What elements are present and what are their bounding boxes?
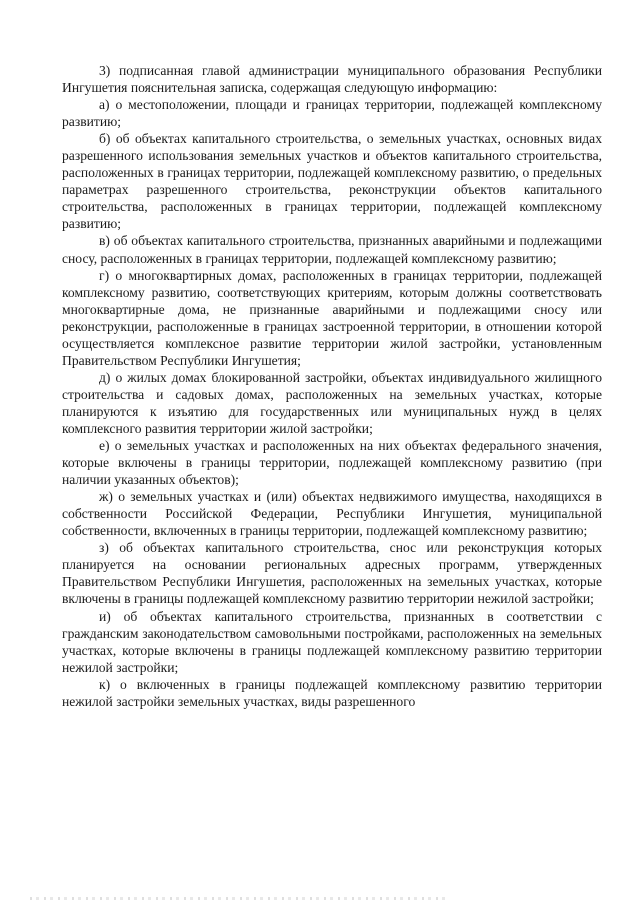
paragraph-e-federal-objects: е) о земельных участках и расположенных на них объектах федерального значения, которые включены в границы территории, подлежащей комплексному развитию (при наличии указанных объектов); xyxy=(62,438,602,488)
paragraph-z-demolition-programs: з) об объектах капитального строительства, снос или реконструкция которых планируется на основании региональных адресных программ, утвержденных Правительством Республики Ингушетия, расположенных на земельных участках, которые включены в границы подлежащей комплексному развитию территории нежилой застройки; xyxy=(62,540,602,607)
scan-artifact-line xyxy=(30,897,450,900)
paragraph-b-capital-objects: б) об объектах капитального строительства, о земельных участках, основных видах разрешенного использования земельных участков и объектов капитального строительства, расположенных в границах территории, подлежащей комплексному развитию, о предельных параметрах разрешенного строительства, реконструкции объектов капитального строительства, расположенных в границах территории, подлежащей комплексному развитию; xyxy=(62,131,602,232)
paragraph-v-emergency-objects: в) об объектах капитального строительства, признанных аварийными и подлежащими сносу, расположенных в границах территории, подлежащей комплексному развитию; xyxy=(62,233,602,266)
paragraph-k-land-plots: к) о включенных в границы подлежащей комплексному развитию территории нежилой застройки земельных участках, виды разрешенного xyxy=(62,676,602,709)
paragraph-a-location: а) о местоположении, площади и границах территории, подлежащей комплексному развитию; xyxy=(62,97,602,130)
document-body xyxy=(62,62,602,710)
paragraph-i-unauthorized-buildings: и) об объектах капитального строительства, признанных в соответствии с гражданским законодательством самовольными постройками, расположенных на земельных участках, которые включены в границы подлежащей комплексному развитию территории нежилой застройки; xyxy=(62,608,602,675)
paragraph-zh-state-property: ж) о земельных участках и (или) объектах недвижимого имущества, находящихся в собственности Российской Федерации, Республики Ингушетия, муниципальной собственности, включенных в границы территории, подлежащей комплексному развитию; xyxy=(62,489,602,539)
paragraph-g-apartment-buildings: г) о многоквартирных домах, расположенных в границах территории, подлежащей комплексному развитию, соответствующих критериям, которым должны соответствовать многоквартирные дома, не признанные аварийными и подлежащими сносу или реконструкции, расположенные в границах застроенной территории, в отношении которой осуществляется комплексное развитие территории жилой застройки, установленным Правительством Республики Ингушетия; xyxy=(62,267,602,368)
paragraph-3-explanatory-note: 3) подписанная главой администрации муниципального образования Республики Ингушетия пояснительная записка, содержащая следующую информацию: xyxy=(62,63,602,96)
paragraph-d-blocked-houses: д) о жилых домах блокированной застройки, объектах индивидуального жилищного строительства и садовых домах, расположенных на земельных участках, которые планируются к изъятию для государственных или муниципальных нужд в целях комплексного развития территории жилой застройки; xyxy=(62,369,602,436)
